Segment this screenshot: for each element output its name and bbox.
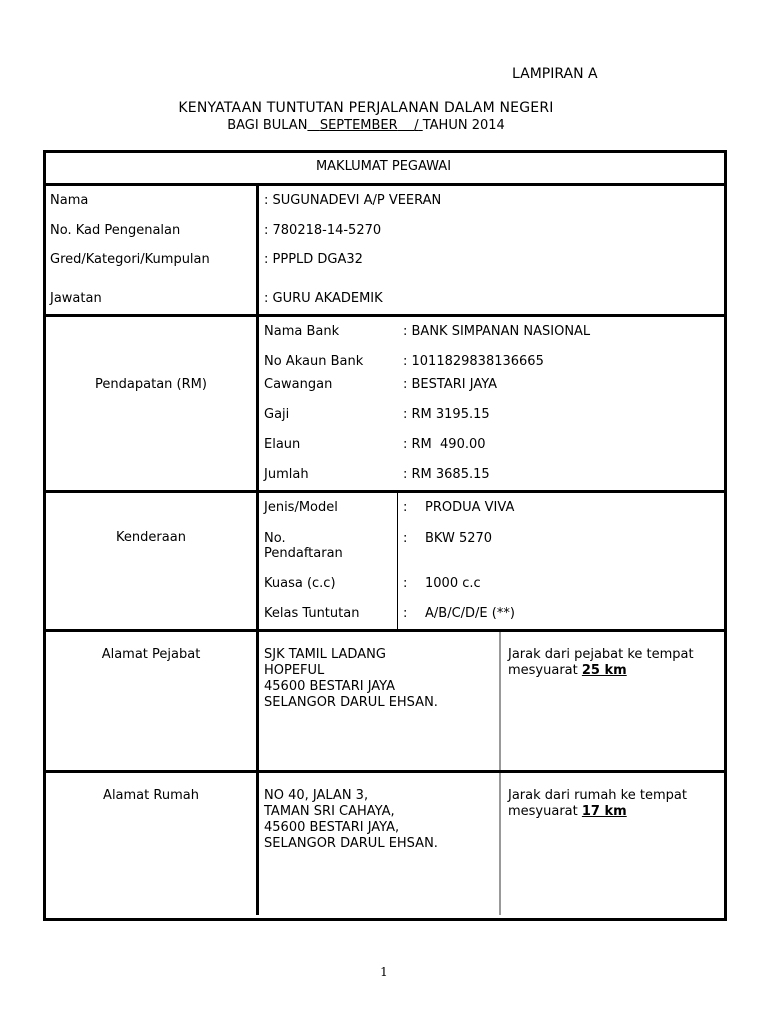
label-kuasa: Kuasa (c.c) (264, 576, 336, 591)
section-label-alamat-pejabat: Alamat Pejabat (101, 647, 201, 662)
section-label-kenderaan: Kenderaan (116, 530, 186, 545)
colon: : (403, 576, 408, 591)
alamat-pejabat-line: 45600 BESTARI JAYA (264, 679, 396, 694)
page-title: KENYATAAN TUNTUTAN PERJALANAN DALAM NEGERI (178, 100, 554, 116)
page-number: 1 (380, 965, 388, 979)
value-cawangan: : BESTARI JAYA (403, 377, 498, 392)
row-divider (43, 490, 727, 493)
label-no-pendaftaran-line2: Pendaftaran (264, 546, 343, 561)
label-cawangan: Cawangan (264, 377, 333, 392)
column-divider (256, 184, 259, 915)
alamat-pejabat-line: SELANGOR DARUL EHSAN. (264, 695, 438, 710)
value-gred: : PPPLD DGA32 (264, 252, 363, 267)
row-divider (43, 770, 727, 773)
section-label-pendapatan: Pendapatan (RM) (95, 377, 207, 392)
label-jawatan: Jawatan (50, 291, 102, 306)
jarak-rumah-line2: mesyuarat 17 km (508, 804, 627, 819)
alamat-pejabat-line: SJK TAMIL LADANG (264, 647, 386, 662)
label-jenis-model: Jenis/Model (264, 500, 338, 515)
value-no-akaun: : 1011829838136665 (403, 354, 544, 369)
value-kuasa: 1000 c.c (425, 576, 481, 591)
label-no-akaun: No Akaun Bank (264, 354, 364, 369)
section-label-alamat-rumah: Alamat Rumah (103, 788, 199, 803)
row-divider (43, 314, 727, 317)
value-elaun: : RM 490.00 (403, 437, 486, 452)
value-jenis-model: PRODUA VIVA (425, 500, 515, 515)
label-kelas-tuntutan: Kelas Tuntutan (264, 606, 360, 621)
column-divider-grey (499, 632, 501, 770)
value-jumlah: : RM 3685.15 (403, 467, 490, 482)
value-gaji: : RM 3195.15 (403, 407, 490, 422)
label-nama-bank: Nama Bank (264, 324, 340, 339)
subtitle-prefix: BAGI BULAN (227, 118, 308, 133)
alamat-rumah-line: 45600 BESTARI JAYA, (264, 820, 400, 835)
value-nama: : SUGUNADEVI A/P VEERAN (264, 193, 442, 208)
page-subtitle (0, 118, 732, 133)
jarak-pejabat-line2: mesyuarat 25 km (508, 663, 627, 678)
label-jumlah: Jumlah (264, 467, 309, 482)
row-divider (43, 629, 727, 632)
column-divider-thin (397, 493, 398, 629)
label-elaun: Elaun (264, 437, 301, 452)
value-kad-pengenalan: : 780218-14-5270 (264, 223, 382, 238)
subtitle-month: SEPTEMBER / (319, 118, 419, 133)
label-gaji: Gaji (264, 407, 290, 422)
alamat-rumah-line: TAMAN SRI CAHAYA, (264, 804, 395, 819)
jarak-rumah-value: 17 km (581, 804, 627, 819)
jarak-rumah-text: Jarak dari rumah ke tempat (508, 788, 687, 803)
value-jawatan: : GURU AKADEMIK (264, 291, 383, 306)
lampiran-label: LAMPIRAN A (512, 66, 598, 82)
label-kad-pengenalan: No. Kad Pengenalan (50, 223, 181, 238)
row-divider (43, 183, 727, 186)
section-heading-maklumat: MAKLUMAT PEGAWAI (315, 159, 452, 174)
label-no-pendaftaran-line1: No. (264, 531, 286, 546)
jarak-pejabat-value: 25 km (581, 663, 627, 678)
alamat-pejabat-line: HOPEFUL (264, 663, 325, 678)
alamat-rumah-line: SELANGOR DARUL EHSAN. (264, 836, 438, 851)
value-nama-bank: : BANK SIMPANAN NASIONAL (403, 324, 591, 339)
subtitle-year: TAHUN 2014 (422, 118, 505, 133)
colon: : (403, 500, 408, 515)
column-divider-grey (499, 773, 501, 915)
value-no-pendaftaran: BKW 5270 (425, 531, 493, 546)
jarak-pejabat-text: Jarak dari pejabat ke tempat (508, 647, 694, 662)
label-nama: Nama (50, 193, 89, 208)
colon: : (403, 531, 408, 546)
value-kelas-tuntutan: A/B/C/D/E (**) (425, 606, 515, 621)
alamat-rumah-line: NO 40, JALAN 3, (264, 788, 369, 803)
colon: : (403, 606, 408, 621)
label-gred: Gred/Kategori/Kumpulan (50, 252, 210, 267)
